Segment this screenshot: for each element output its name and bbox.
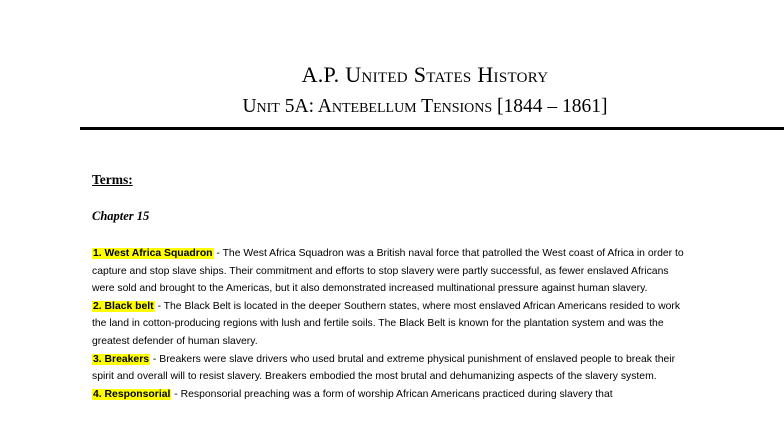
term-entry-breakers [92,351,692,386]
terms-list [92,245,692,403]
document-subtitle: Unit 5A: Antebellum Tensions [1844 – 1861] [242,96,608,117]
term-label: 1. West Africa Squadron [93,248,213,259]
term-definition: - Breakers were slave drivers who used brutal and extreme physical punishment of enslaved people to break their spirit and overall will to resist slavery. Breakers embodied the most brutal and dehumanizing aspects of the slavery system. [92,353,676,383]
term-label: 2. Black belt [93,300,154,312]
term-label: 3. Breakers [93,353,150,365]
term-definition: - Responsorial preaching was a form of worship African Americans practiced during slavery that [171,388,613,400]
term-definition: - The West Africa Squadron was a British naval force that patrolled the West coast of Africa in order to capture and stop slave ships. Their commitment and efforts to stop slavery were partly successful, as fewer enslaved Africans were sold and brought to the Americas, but it also demonstrated increased multinational pressure against human slavery. [92,248,684,295]
terms-heading: Terms: [92,172,133,187]
header-rule [80,127,784,130]
chapter-heading: Chapter 15 [92,209,150,223]
term-label: 4. Responsorial [93,388,171,400]
term-entry-responsorial [92,386,692,404]
document-title: A.P. United States History [301,62,549,87]
term-entry-black-belt [92,298,692,351]
term-entry-west-africa-squadron [92,245,692,298]
term-definition: - The Black Belt is located in the deeper Southern states, where most enslaved African Americans resided to work the land in cotton-producing regions with lush and fertile soils. The Black Belt is known for the plantation system and was the greatest defender of human slavery. [92,300,681,347]
